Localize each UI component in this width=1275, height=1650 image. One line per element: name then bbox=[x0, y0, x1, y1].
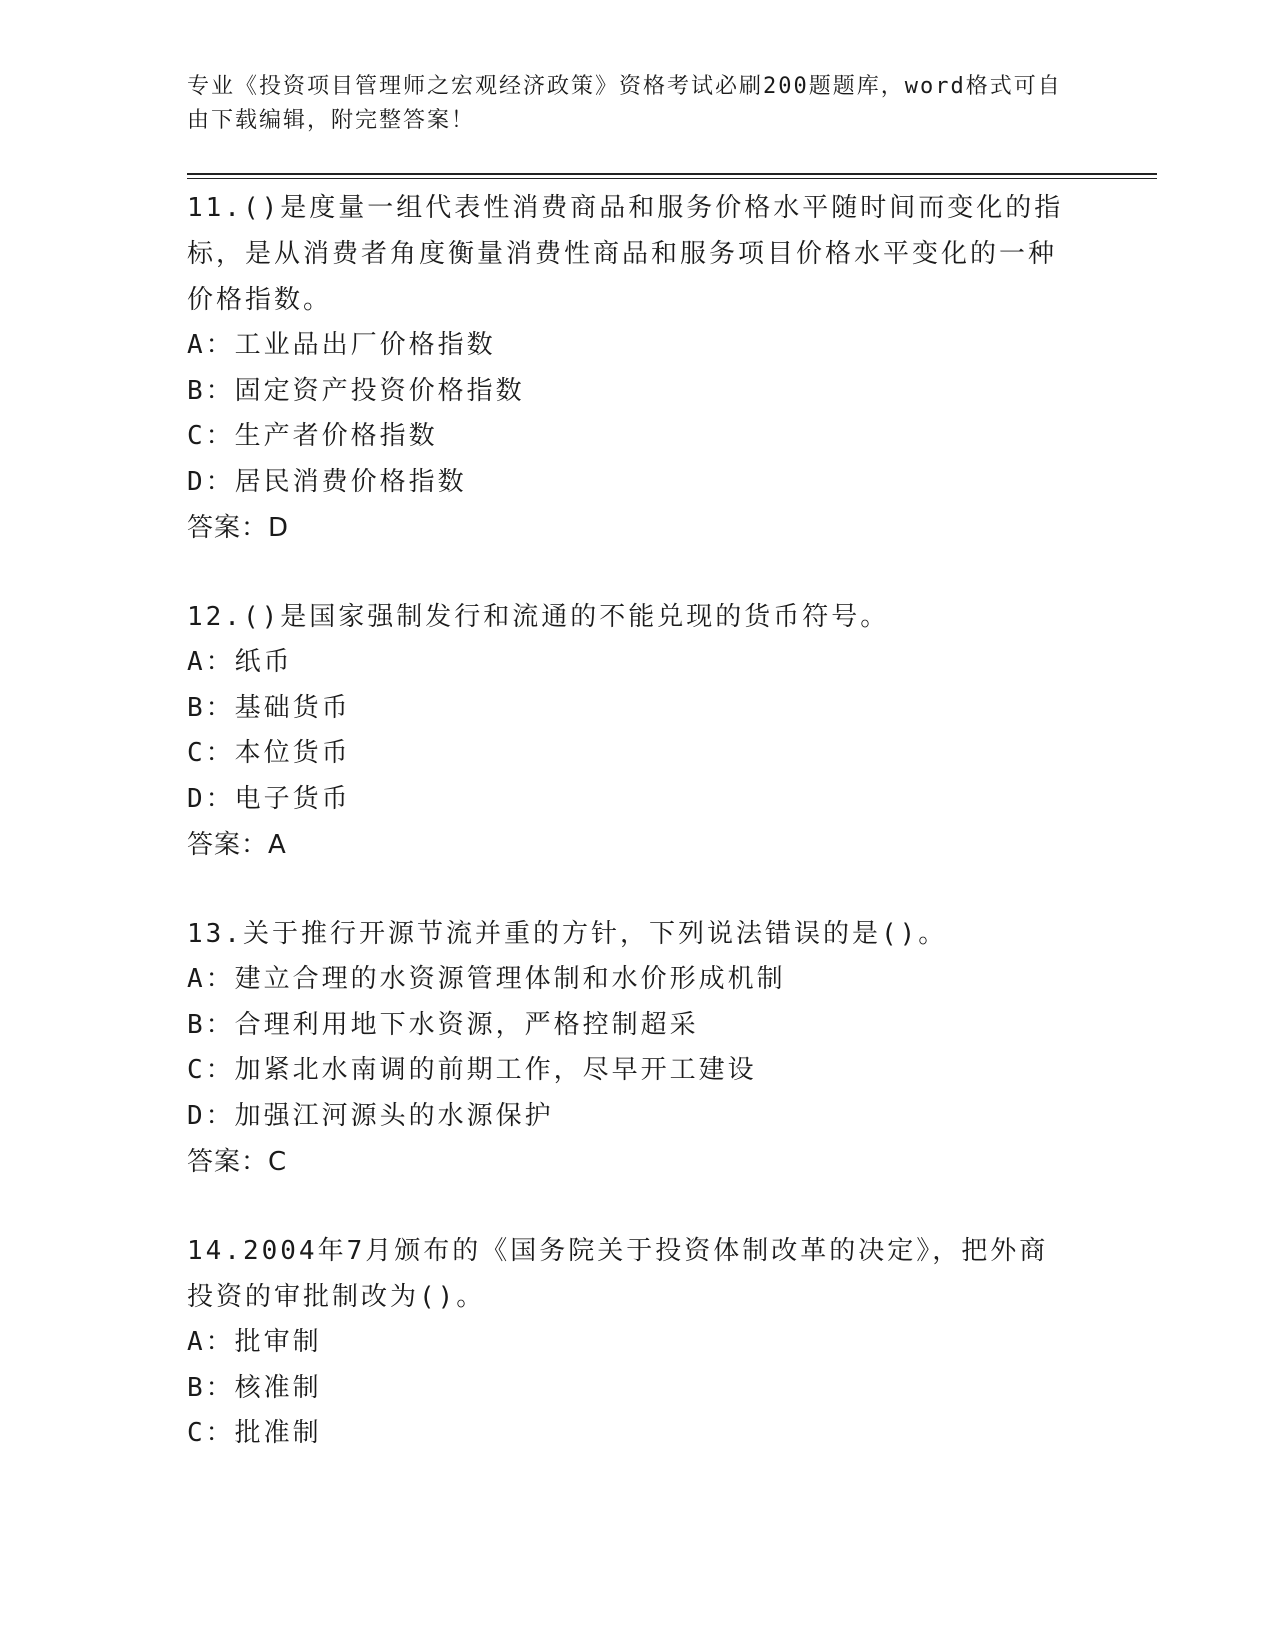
question-gap bbox=[187, 868, 1157, 911]
answer: 答案：A bbox=[187, 830, 287, 860]
question-stem: 13.关于推行开源节流并重的方针，下列说法错误的是()。 bbox=[187, 919, 948, 949]
question-stem: 14.2004年7月颁布的《国务院关于投资体制改革的决定》，把外商投资的审批制改为()。 bbox=[187, 1236, 1049, 1312]
option-c: C：加紧北水南调的前期工作，尽早开工建设 bbox=[187, 1055, 757, 1085]
option-b: B：合理利用地下水资源，严格控制超采 bbox=[187, 1009, 699, 1040]
option-b: B：固定资产投资价格指数 bbox=[187, 375, 525, 406]
question-gap bbox=[187, 551, 1157, 594]
option-a: A：工业品出厂价格指数 bbox=[187, 330, 496, 360]
option-d: D：居民消费价格指数 bbox=[187, 466, 467, 497]
option-c: C：本位货币 bbox=[187, 738, 351, 768]
option-d: D：电子货币 bbox=[187, 783, 351, 814]
question-gap bbox=[187, 1185, 1157, 1228]
option-c: C：批准制 bbox=[187, 1418, 322, 1448]
question-12 bbox=[187, 594, 1077, 868]
option-c: C：生产者价格指数 bbox=[187, 421, 438, 451]
option-b: B：基础货币 bbox=[187, 692, 351, 723]
option-d: D：加强江河源头的水源保护 bbox=[187, 1100, 554, 1131]
question-14 bbox=[187, 1228, 1077, 1457]
option-b: B：核准制 bbox=[187, 1372, 322, 1403]
option-a: A：批审制 bbox=[187, 1327, 322, 1357]
question-13 bbox=[187, 911, 1077, 1185]
option-a: A：纸币 bbox=[187, 647, 293, 677]
document-page bbox=[187, 70, 1157, 1457]
header-divider bbox=[187, 173, 1157, 179]
question-11 bbox=[187, 185, 1077, 551]
question-stem: 11.()是度量一组代表性消费商品和服务价格水平随时间而变化的指标，是从消费者角度衡量消费性商品和服务项目价格水平变化的一种价格指数。 bbox=[187, 193, 1064, 315]
answer: 答案：D bbox=[187, 513, 290, 543]
option-a: A：建立合理的水资源管理体制和水价形成机制 bbox=[187, 964, 786, 994]
question-stem: 12.()是国家强制发行和流通的不能兑现的货币符号。 bbox=[187, 602, 890, 632]
answer: 答案：C bbox=[187, 1147, 288, 1177]
document-intro: 专业《投资项目管理师之宏观经济政策》资格考试必刷200题题库，word格式可自由下载编辑，附完整答案！ bbox=[187, 74, 1062, 133]
